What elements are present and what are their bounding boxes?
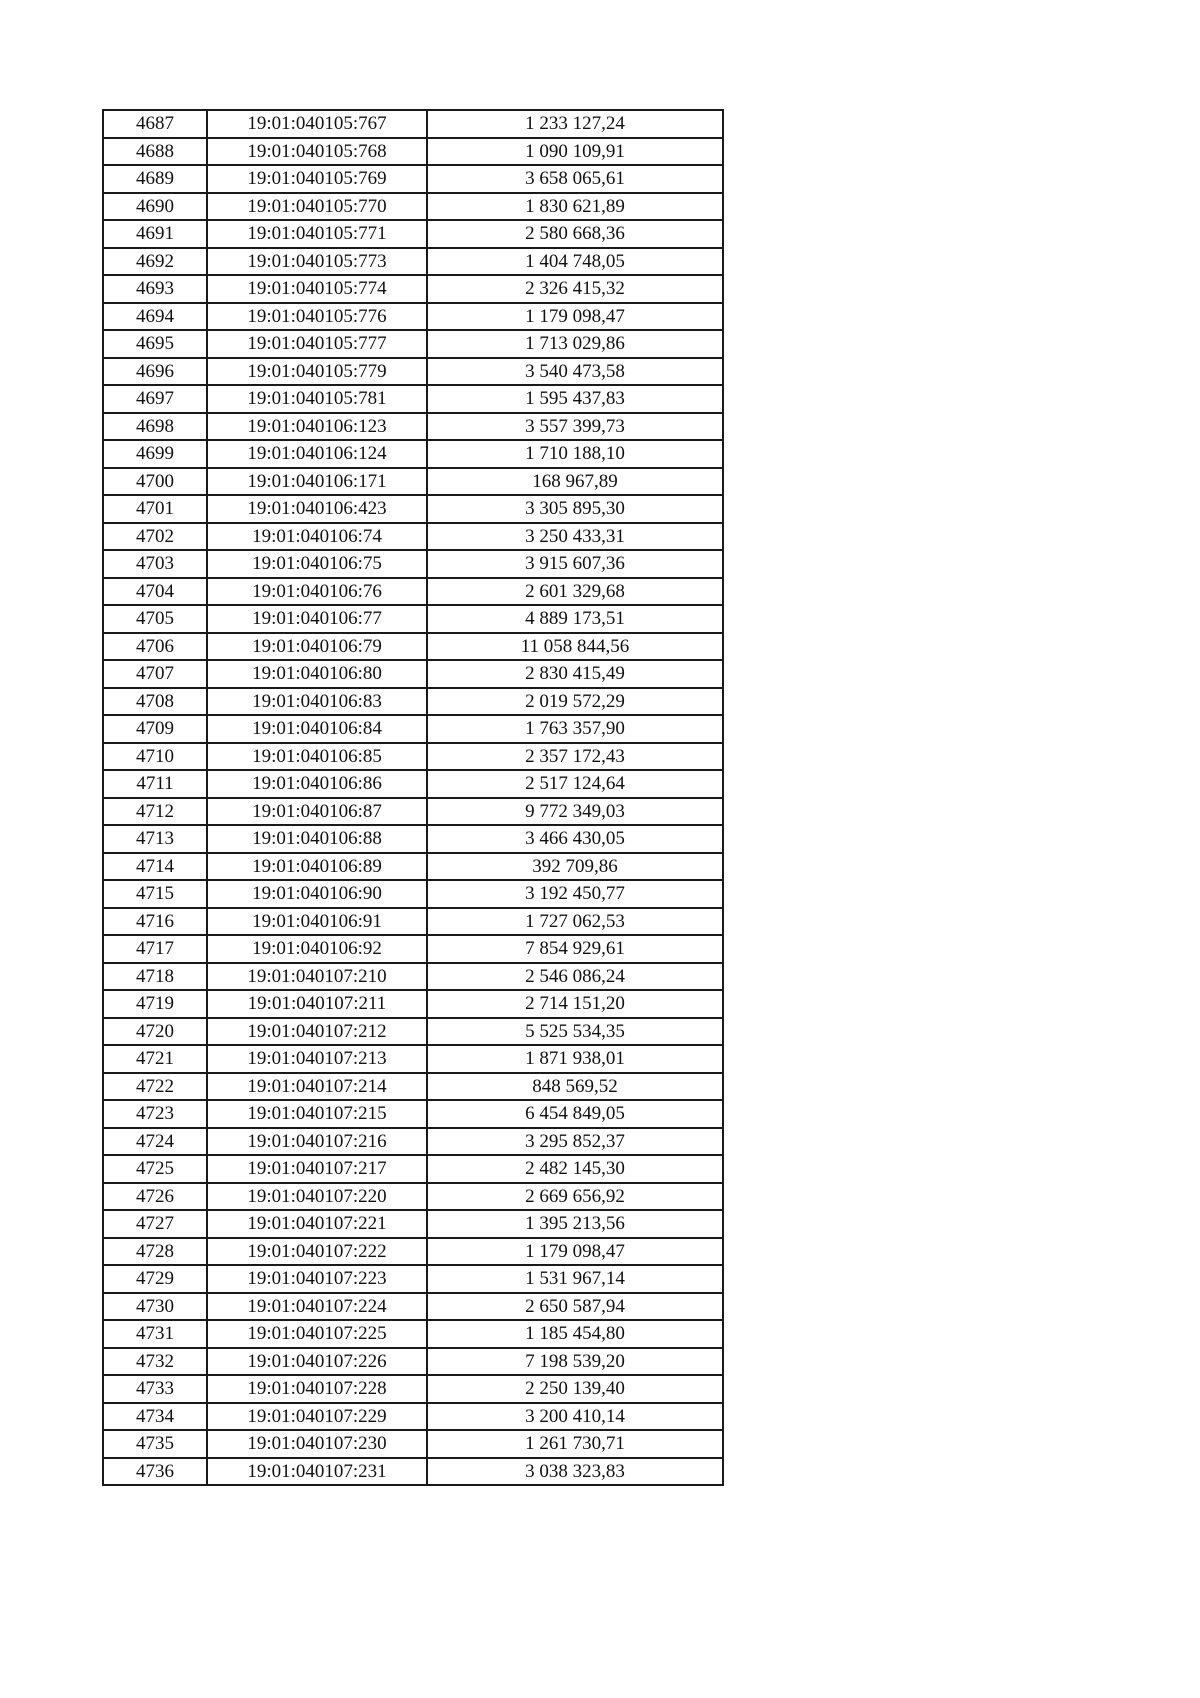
row-number-cell: 4702	[103, 523, 207, 551]
cadastral-number-cell: 19:01:040106:80	[207, 660, 427, 688]
cadastral-number-cell: 19:01:040107:215	[207, 1100, 427, 1128]
cadastral-value-cell: 1 090 109,91	[427, 138, 723, 166]
table-row	[103, 1293, 723, 1321]
cadastral-value-cell: 2 601 329,68	[427, 578, 723, 606]
cadastral-number-cell: 19:01:040107:220	[207, 1183, 427, 1211]
table-row	[103, 468, 723, 496]
row-number-cell: 4726	[103, 1183, 207, 1211]
cadastral-number-cell: 19:01:040105:769	[207, 165, 427, 193]
cadastral-number-cell: 19:01:040105:767	[207, 110, 427, 138]
row-number-cell: 4733	[103, 1375, 207, 1403]
table-row	[103, 138, 723, 166]
table-row	[103, 825, 723, 853]
row-number-cell: 4687	[103, 110, 207, 138]
cadastral-value-cell: 3 200 410,14	[427, 1403, 723, 1431]
row-number-cell: 4698	[103, 413, 207, 441]
cadastral-number-cell: 19:01:040106:84	[207, 715, 427, 743]
table-row	[103, 1375, 723, 1403]
table-row	[103, 1210, 723, 1238]
cadastral-value-cell: 2 326 415,32	[427, 275, 723, 303]
table-row	[103, 1018, 723, 1046]
table-row	[103, 935, 723, 963]
row-number-cell: 4714	[103, 853, 207, 881]
cadastral-value-cell: 2 517 124,64	[427, 770, 723, 798]
cadastral-value-cell: 3 557 399,73	[427, 413, 723, 441]
cadastral-value-cell: 2 482 145,30	[427, 1155, 723, 1183]
row-number-cell: 4711	[103, 770, 207, 798]
table-row	[103, 990, 723, 1018]
cadastral-number-cell: 19:01:040105:776	[207, 303, 427, 331]
cadastral-value-cell: 7 198 539,20	[427, 1348, 723, 1376]
cadastral-number-cell: 19:01:040105:781	[207, 385, 427, 413]
table-row	[103, 1045, 723, 1073]
table-row	[103, 660, 723, 688]
table-row	[103, 853, 723, 881]
cadastral-number-cell: 19:01:040106:86	[207, 770, 427, 798]
table-row	[103, 880, 723, 908]
table-row	[103, 1348, 723, 1376]
table-row	[103, 743, 723, 771]
row-number-cell: 4689	[103, 165, 207, 193]
cadastral-value-cell: 2 830 415,49	[427, 660, 723, 688]
cadastral-value-cell: 2 580 668,36	[427, 220, 723, 248]
row-number-cell: 4704	[103, 578, 207, 606]
row-number-cell: 4722	[103, 1073, 207, 1101]
row-number-cell: 4688	[103, 138, 207, 166]
cadastral-number-cell: 19:01:040107:229	[207, 1403, 427, 1431]
cadastral-number-cell: 19:01:040107:221	[207, 1210, 427, 1238]
table-row	[103, 275, 723, 303]
row-number-cell: 4719	[103, 990, 207, 1018]
cadastral-number-cell: 19:01:040106:88	[207, 825, 427, 853]
cadastral-number-cell: 19:01:040106:79	[207, 633, 427, 661]
cadastral-number-cell: 19:01:040106:423	[207, 495, 427, 523]
row-number-cell: 4727	[103, 1210, 207, 1238]
cadastral-value-cell: 2 669 656,92	[427, 1183, 723, 1211]
cadastral-value-cell: 1 871 938,01	[427, 1045, 723, 1073]
table-body	[103, 110, 723, 1485]
cadastral-number-cell: 19:01:040106:124	[207, 440, 427, 468]
cadastral-value-cell: 2 650 587,94	[427, 1293, 723, 1321]
table-row	[103, 248, 723, 276]
table-row	[103, 1073, 723, 1101]
table-row	[103, 385, 723, 413]
cadastral-number-cell: 19:01:040107:230	[207, 1430, 427, 1458]
table-row	[103, 550, 723, 578]
table-row	[103, 908, 723, 936]
cadastral-value-cell: 1 727 062,53	[427, 908, 723, 936]
cadastral-number-cell: 19:01:040105:768	[207, 138, 427, 166]
row-number-cell: 4725	[103, 1155, 207, 1183]
cadastral-value-cell: 7 854 929,61	[427, 935, 723, 963]
row-number-cell: 4699	[103, 440, 207, 468]
row-number-cell: 4705	[103, 605, 207, 633]
row-number-cell: 4700	[103, 468, 207, 496]
row-number-cell: 4696	[103, 358, 207, 386]
table-row	[103, 165, 723, 193]
cadastral-value-cell: 1 531 967,14	[427, 1265, 723, 1293]
cadastral-value-cell: 2 019 572,29	[427, 688, 723, 716]
table-row	[103, 1128, 723, 1156]
row-number-cell: 4694	[103, 303, 207, 331]
table-row	[103, 303, 723, 331]
table-row	[103, 1183, 723, 1211]
table-row	[103, 413, 723, 441]
row-number-cell: 4703	[103, 550, 207, 578]
row-number-cell: 4723	[103, 1100, 207, 1128]
table-row	[103, 193, 723, 221]
table-row	[103, 220, 723, 248]
cadastral-value-cell: 168 967,89	[427, 468, 723, 496]
cadastral-value-cell: 6 454 849,05	[427, 1100, 723, 1128]
row-number-cell: 4713	[103, 825, 207, 853]
cadastral-value-cell: 3 295 852,37	[427, 1128, 723, 1156]
cadastral-number-cell: 19:01:040107:210	[207, 963, 427, 991]
table-row	[103, 1430, 723, 1458]
cadastral-value-cell: 1 233 127,24	[427, 110, 723, 138]
cadastral-value-cell: 3 192 450,77	[427, 880, 723, 908]
cadastral-value-cell: 1 595 437,83	[427, 385, 723, 413]
row-number-cell: 4736	[103, 1458, 207, 1486]
cadastral-value-cell: 1 261 730,71	[427, 1430, 723, 1458]
row-number-cell: 4709	[103, 715, 207, 743]
row-number-cell: 4734	[103, 1403, 207, 1431]
table-row	[103, 770, 723, 798]
cadastral-value-cell: 1 830 621,89	[427, 193, 723, 221]
table-row	[103, 1403, 723, 1431]
cadastral-number-cell: 19:01:040106:171	[207, 468, 427, 496]
cadastral-value-cell: 1 179 098,47	[427, 1238, 723, 1266]
table-row	[103, 633, 723, 661]
row-number-cell: 4718	[103, 963, 207, 991]
cadastral-value-cell: 1 179 098,47	[427, 303, 723, 331]
row-number-cell: 4724	[103, 1128, 207, 1156]
table-row	[103, 1238, 723, 1266]
cadastral-number-cell: 19:01:040107:228	[207, 1375, 427, 1403]
cadastral-number-cell: 19:01:040106:74	[207, 523, 427, 551]
cadastral-number-cell: 19:01:040106:83	[207, 688, 427, 716]
cadastral-number-cell: 19:01:040107:214	[207, 1073, 427, 1101]
cadastral-value-cell: 3 305 895,30	[427, 495, 723, 523]
table-row	[103, 1320, 723, 1348]
cadastral-number-cell: 19:01:040105:774	[207, 275, 427, 303]
row-number-cell: 4707	[103, 660, 207, 688]
cadastral-value-cell: 2 250 139,40	[427, 1375, 723, 1403]
cadastral-value-cell: 3 466 430,05	[427, 825, 723, 853]
cadastral-number-cell: 19:01:040107:216	[207, 1128, 427, 1156]
cadastral-number-cell: 19:01:040105:777	[207, 330, 427, 358]
cadastral-value-cell: 1 763 357,90	[427, 715, 723, 743]
table-row	[103, 715, 723, 743]
row-number-cell: 4701	[103, 495, 207, 523]
cadastral-number-cell: 19:01:040107:212	[207, 1018, 427, 1046]
row-number-cell: 4731	[103, 1320, 207, 1348]
table-row	[103, 688, 723, 716]
cadastral-number-cell: 19:01:040106:77	[207, 605, 427, 633]
row-number-cell: 4735	[103, 1430, 207, 1458]
cadastral-value-cell: 5 525 534,35	[427, 1018, 723, 1046]
cadastral-number-cell: 19:01:040106:76	[207, 578, 427, 606]
table-row	[103, 495, 723, 523]
cadastral-number-cell: 19:01:040106:90	[207, 880, 427, 908]
row-number-cell: 4715	[103, 880, 207, 908]
cadastral-value-cell: 3 250 433,31	[427, 523, 723, 551]
cadastral-number-cell: 19:01:040107:231	[207, 1458, 427, 1486]
cadastral-number-cell: 19:01:040107:222	[207, 1238, 427, 1266]
cadastral-value-cell: 3 540 473,58	[427, 358, 723, 386]
table-row	[103, 440, 723, 468]
table-row	[103, 1155, 723, 1183]
row-number-cell: 4730	[103, 1293, 207, 1321]
table-row	[103, 605, 723, 633]
table-row	[103, 798, 723, 826]
table-row	[103, 578, 723, 606]
cadastral-number-cell: 19:01:040106:92	[207, 935, 427, 963]
row-number-cell: 4693	[103, 275, 207, 303]
table-row	[103, 358, 723, 386]
row-number-cell: 4708	[103, 688, 207, 716]
row-number-cell: 4721	[103, 1045, 207, 1073]
row-number-cell: 4732	[103, 1348, 207, 1376]
row-number-cell: 4691	[103, 220, 207, 248]
table-row	[103, 1265, 723, 1293]
table-row	[103, 110, 723, 138]
cadastral-value-cell: 3 038 323,83	[427, 1458, 723, 1486]
row-number-cell: 4728	[103, 1238, 207, 1266]
table-row	[103, 963, 723, 991]
row-number-cell: 4717	[103, 935, 207, 963]
cadastral-number-cell: 19:01:040105:779	[207, 358, 427, 386]
cadastral-number-cell: 19:01:040107:224	[207, 1293, 427, 1321]
row-number-cell: 4710	[103, 743, 207, 771]
row-number-cell: 4695	[103, 330, 207, 358]
row-number-cell: 4690	[103, 193, 207, 221]
cadastral-value-cell: 848 569,52	[427, 1073, 723, 1101]
cadastral-number-cell: 19:01:040107:226	[207, 1348, 427, 1376]
row-number-cell: 4706	[103, 633, 207, 661]
cadastral-number-cell: 19:01:040106:87	[207, 798, 427, 826]
cadastral-value-cell: 2 357 172,43	[427, 743, 723, 771]
cadastral-number-cell: 19:01:040105:770	[207, 193, 427, 221]
cadastral-number-cell: 19:01:040106:85	[207, 743, 427, 771]
cadastral-value-table	[102, 109, 724, 1486]
cadastral-number-cell: 19:01:040106:123	[207, 413, 427, 441]
cadastral-value-cell: 2 714 151,20	[427, 990, 723, 1018]
row-number-cell: 4729	[103, 1265, 207, 1293]
row-number-cell: 4692	[103, 248, 207, 276]
cadastral-value-cell: 11 058 844,56	[427, 633, 723, 661]
cadastral-value-cell: 3 915 607,36	[427, 550, 723, 578]
cadastral-value-cell: 2 546 086,24	[427, 963, 723, 991]
cadastral-number-cell: 19:01:040106:91	[207, 908, 427, 936]
cadastral-value-cell: 4 889 173,51	[427, 605, 723, 633]
row-number-cell: 4720	[103, 1018, 207, 1046]
row-number-cell: 4716	[103, 908, 207, 936]
cadastral-value-cell: 1 395 213,56	[427, 1210, 723, 1238]
cadastral-number-cell: 19:01:040105:773	[207, 248, 427, 276]
table-row	[103, 330, 723, 358]
cadastral-value-cell: 1 713 029,86	[427, 330, 723, 358]
row-number-cell: 4712	[103, 798, 207, 826]
cadastral-number-cell: 19:01:040107:211	[207, 990, 427, 1018]
table-row	[103, 1100, 723, 1128]
cadastral-number-cell: 19:01:040107:213	[207, 1045, 427, 1073]
cadastral-value-cell: 3 658 065,61	[427, 165, 723, 193]
cadastral-value-cell: 1 185 454,80	[427, 1320, 723, 1348]
cadastral-value-cell: 392 709,86	[427, 853, 723, 881]
cadastral-value-cell: 1 404 748,05	[427, 248, 723, 276]
row-number-cell: 4697	[103, 385, 207, 413]
cadastral-number-cell: 19:01:040106:89	[207, 853, 427, 881]
cadastral-value-cell: 9 772 349,03	[427, 798, 723, 826]
table-row	[103, 1458, 723, 1486]
cadastral-number-cell: 19:01:040107:217	[207, 1155, 427, 1183]
cadastral-number-cell: 19:01:040107:223	[207, 1265, 427, 1293]
cadastral-number-cell: 19:01:040105:771	[207, 220, 427, 248]
cadastral-value-cell: 1 710 188,10	[427, 440, 723, 468]
cadastral-number-cell: 19:01:040107:225	[207, 1320, 427, 1348]
cadastral-number-cell: 19:01:040106:75	[207, 550, 427, 578]
table-row	[103, 523, 723, 551]
